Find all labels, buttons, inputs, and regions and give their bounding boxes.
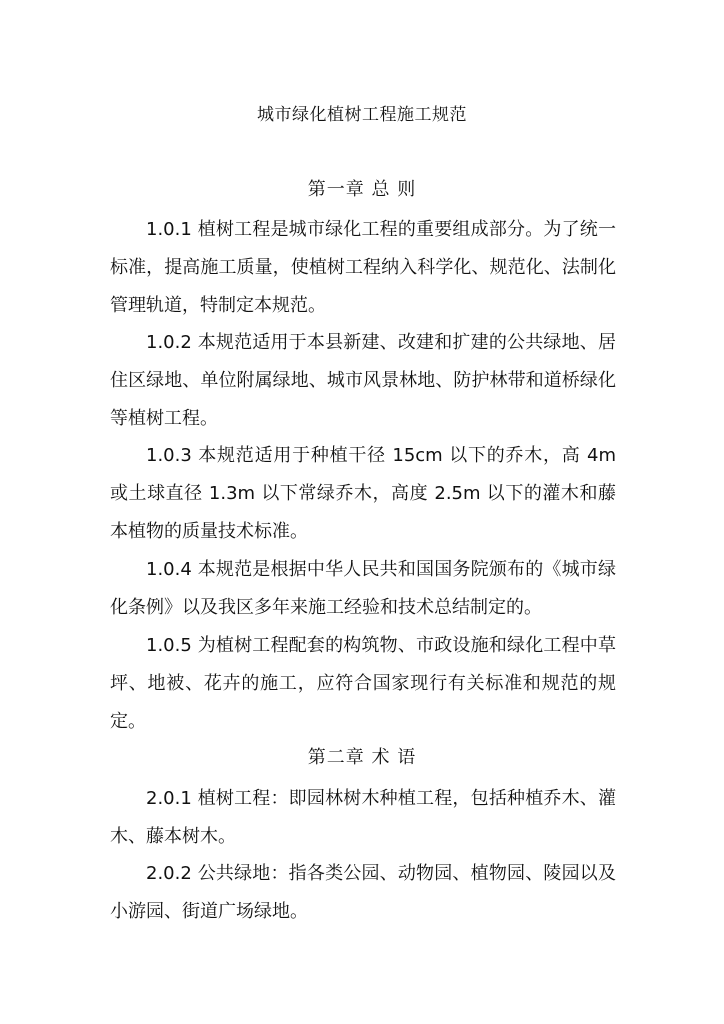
chapter-1-heading: 第一章 总 则: [307, 179, 417, 200]
paragraph-1-0-2: 1.0.2 本规范适用于本县新建、改建和扩建的公共绿地、居住区绿地、单位附属绿地、城市风景林地、防护林带和道桥绿化等植树工程。: [110, 332, 616, 429]
paragraph-1-0-4: 1.0.4 本规范是根据中华人民共和国国务院颁布的《城市绿化条例》以及我区多年来施工经验和技术总结制定的。: [110, 559, 616, 618]
paragraph-2-0-1: 2.0.1 植树工程：即园林树木种植工程，包括种植乔木、灌木、藤本树木。: [110, 788, 616, 847]
chapter-2-heading: 第二章 术 语: [307, 747, 417, 768]
paragraph-1-0-3: 1.0.3 本规范适用于种植干径 15cm 以下的乔木，高 4m 或土球直径 1.3m 以下常绿乔木，高度 2.5m 以下的灌木和藤本植物的质量技术标准。: [110, 445, 616, 542]
paragraph-1-0-1: 1.0.1 植树工程是城市绿化工程的重要组成部分。为了统一标准，提高施工质量，使植树工程纳入科学化、规范化、法制化管理轨道，特制定本规范。: [110, 219, 616, 316]
paragraph-2-0-2: 2.0.2 公共绿地：指各类公园、动物园、植物园、陵园以及小游园、街道广场绿地。: [110, 863, 616, 922]
paragraph-1-0-5: 1.0.5 为植树工程配套的构筑物、市政设施和绿化工程中草坪、地被、花卉的施工，应符合国家现行有关标准和规范的规定。: [110, 635, 616, 732]
document-title: 城市绿化植树工程施工规范: [257, 105, 467, 125]
